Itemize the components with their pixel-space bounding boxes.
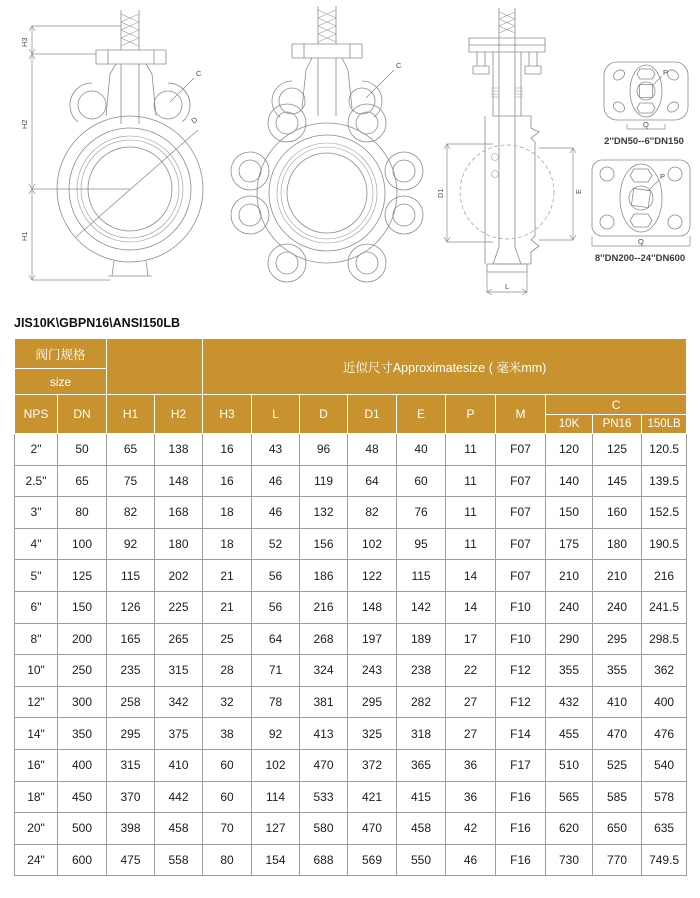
dimension-q-label: Q (638, 237, 644, 246)
table-cell: 28 (203, 655, 252, 687)
table-cell: 122 (348, 560, 397, 592)
table-cell: 186 (300, 560, 348, 592)
table-cell: 510 (546, 749, 593, 781)
table-cell: 115 (107, 560, 155, 592)
table-row (15, 591, 687, 623)
table-cell: 238 (397, 655, 446, 687)
table-row (15, 528, 687, 560)
valve-stem (318, 6, 336, 44)
iso-pad-large-drawing (586, 158, 696, 252)
table-cell: 96 (300, 434, 348, 466)
table-cell: 413 (300, 718, 348, 750)
table-row (15, 465, 687, 497)
table-cell: 70 (203, 813, 252, 845)
table-cell: F16 (496, 781, 546, 813)
table-cell: 325 (348, 718, 397, 750)
dimension-d1-label: D1 (436, 188, 445, 198)
table-cell: 46 (252, 497, 300, 529)
iso-pad-small-drawing (597, 58, 695, 134)
table-cell: 578 (642, 781, 687, 813)
table-cell: 240 (593, 591, 642, 623)
table-cell: 115 (397, 560, 446, 592)
table-cell: 20" (15, 813, 58, 845)
table-cell: 210 (593, 560, 642, 592)
col-header-m: M (496, 395, 546, 434)
table-cell: 76 (397, 497, 446, 529)
table-cell: 730 (546, 844, 593, 876)
valve-neck (272, 58, 382, 117)
table-cell: 24" (15, 844, 58, 876)
table-cell: 189 (397, 623, 446, 655)
table-cell: F07 (496, 528, 546, 560)
table-cell: 119 (300, 465, 348, 497)
table-cell: 290 (546, 623, 593, 655)
dimension-p-label: P (663, 68, 669, 77)
table-cell: F10 (496, 623, 546, 655)
table-cell: 80 (203, 844, 252, 876)
table-cell: 138 (155, 434, 203, 466)
iso-mounting-pad (292, 44, 362, 70)
page-title: JIS10K\GBPN16\ANSI150LB (14, 316, 181, 330)
table-cell: 50 (58, 434, 107, 466)
table-cell: 11 (446, 465, 496, 497)
table-cell: 525 (593, 749, 642, 781)
table-cell: F16 (496, 844, 546, 876)
table-cell: 300 (58, 686, 107, 718)
table-cell: 139.5 (642, 465, 687, 497)
table-cell: 125 (593, 434, 642, 466)
center-boss (620, 164, 662, 232)
col-header-dn: DN (58, 395, 107, 434)
table-cell: 82 (107, 497, 155, 529)
table-cell: 27 (446, 686, 496, 718)
bottom-tab (108, 261, 152, 276)
table-cell: 500 (58, 813, 107, 845)
table-cell: 16 (203, 465, 252, 497)
table-cell: 216 (300, 591, 348, 623)
table-cell: 43 (252, 434, 300, 466)
col-header-d: D (300, 395, 348, 434)
table-cell: 458 (155, 813, 203, 845)
table-cell: 415 (397, 781, 446, 813)
table-cell: 46 (252, 465, 300, 497)
table-cell: 450 (58, 781, 107, 813)
dimension-l (487, 272, 527, 295)
table-cell: 470 (348, 813, 397, 845)
table-cell: 11 (446, 497, 496, 529)
table-cell: 6" (15, 591, 58, 623)
dimension-d1 (436, 144, 493, 242)
table-cell: 350 (58, 718, 107, 750)
table-cell: 175 (546, 528, 593, 560)
table-cell: F17 (496, 749, 546, 781)
table-cell: 318 (397, 718, 446, 750)
table-cell: F10 (496, 591, 546, 623)
table-cell: 10" (15, 655, 58, 687)
table-cell: 540 (642, 749, 687, 781)
table-cell: 770 (593, 844, 642, 876)
table-cell: 120.5 (642, 434, 687, 466)
header-size: size (15, 369, 107, 395)
table-cell: F12 (496, 686, 546, 718)
valve-stem (499, 8, 515, 247)
table-cell: 620 (546, 813, 593, 845)
table-cell: 470 (300, 749, 348, 781)
table-cell: F14 (496, 718, 546, 750)
table-cell: 315 (107, 749, 155, 781)
table-cell: 56 (252, 560, 300, 592)
table-cell: 18 (203, 528, 252, 560)
table-cell: 565 (546, 781, 593, 813)
dimension-p-label: P (660, 172, 666, 181)
header-valve-spec: 阀门规格 (15, 339, 107, 369)
table-cell: 14 (446, 560, 496, 592)
dimension-d-label: D (189, 115, 200, 126)
table-cell: 160 (593, 497, 642, 529)
table-cell: 240 (546, 591, 593, 623)
table-cell: 154 (252, 844, 300, 876)
iso-mounting-pad (469, 38, 545, 74)
table-cell: 550 (397, 844, 446, 876)
table-cell: 18 (203, 497, 252, 529)
dimension-q (592, 236, 690, 246)
dimension-h1-label: H1 (20, 231, 29, 241)
col-header-p: P (446, 395, 496, 434)
table-cell: 60 (203, 749, 252, 781)
wafer-valve-front-drawing (18, 4, 218, 300)
table-cell: 42 (446, 813, 496, 845)
pad-plate-outline (592, 160, 690, 236)
table-cell: F07 (496, 465, 546, 497)
table-cell: 225 (155, 591, 203, 623)
table-cell: F07 (496, 560, 546, 592)
table-cell: 36 (446, 749, 496, 781)
table-cell: 295 (107, 718, 155, 750)
table-cell: 150 (58, 591, 107, 623)
table-cell: 442 (155, 781, 203, 813)
iso-mounting-pad (96, 50, 166, 74)
valve-neck (70, 64, 190, 124)
table-cell: 156 (300, 528, 348, 560)
table-cell: 372 (348, 749, 397, 781)
table-cell: 398 (107, 813, 155, 845)
table-cell: 476 (642, 718, 687, 750)
table-cell: 455 (546, 718, 593, 750)
valve-stem (121, 10, 139, 50)
table-cell: 126 (107, 591, 155, 623)
table-cell: 315 (155, 655, 203, 687)
table-cell: 64 (348, 465, 397, 497)
dimension-p (652, 68, 668, 86)
table-cell: 52 (252, 528, 300, 560)
table-cell: 400 (58, 749, 107, 781)
table-cell: 100 (58, 528, 107, 560)
table-cell: 298.5 (642, 623, 687, 655)
corner-holes (612, 68, 681, 114)
valve-body-disc (257, 123, 397, 263)
table-row (15, 686, 687, 718)
size-range-caption-small: 2''DN50--6''DN150 (604, 136, 684, 147)
header-blank-cell (107, 339, 203, 395)
table-cell: 168 (155, 497, 203, 529)
table-row (15, 718, 687, 750)
table-cell: 92 (107, 528, 155, 560)
table-cell: 148 (155, 465, 203, 497)
table-cell: 56 (252, 591, 300, 623)
table-cell: 5" (15, 560, 58, 592)
table-row (15, 655, 687, 687)
table-cell: 180 (155, 528, 203, 560)
table-cell: 14 (446, 591, 496, 623)
table-cell: 243 (348, 655, 397, 687)
col-header-d1: D1 (348, 395, 397, 434)
col-header-c: C (546, 395, 687, 415)
dimension-q (627, 120, 665, 129)
table-cell: 635 (642, 813, 687, 845)
table-cell: 362 (642, 655, 687, 687)
table-cell: F07 (496, 497, 546, 529)
table-cell: 432 (546, 686, 593, 718)
table-cell: 580 (300, 813, 348, 845)
table-cell: 102 (348, 528, 397, 560)
table-cell: 11 (446, 528, 496, 560)
table-cell: 265 (155, 623, 203, 655)
table-cell: 36 (446, 781, 496, 813)
table-row (15, 560, 687, 592)
col-header-nps: NPS (15, 395, 58, 434)
table-cell: 2.5" (15, 465, 58, 497)
upper-body (491, 52, 523, 116)
table-cell: 475 (107, 844, 155, 876)
table-cell: 16 (203, 434, 252, 466)
table-cell: 458 (397, 813, 446, 845)
table-cell: 150 (546, 497, 593, 529)
table-cell: 421 (348, 781, 397, 813)
table-cell: 688 (300, 844, 348, 876)
table-cell: 48 (348, 434, 397, 466)
table-cell: 410 (593, 686, 642, 718)
table-cell: 71 (252, 655, 300, 687)
table-cell: 25 (203, 623, 252, 655)
table-cell: 365 (397, 749, 446, 781)
table-cell: 202 (155, 560, 203, 592)
table-cell: 197 (348, 623, 397, 655)
table-cell: 114 (252, 781, 300, 813)
dimension-c-label: C (396, 61, 402, 70)
col-header-10k: 10K (546, 415, 593, 434)
table-cell: 27 (446, 718, 496, 750)
table-cell: 75 (107, 465, 155, 497)
table-cell: 400 (642, 686, 687, 718)
col-header-h2: H2 (155, 395, 203, 434)
table-cell: 22 (446, 655, 496, 687)
dimension-c (366, 61, 402, 98)
table-cell: 569 (348, 844, 397, 876)
valve-side-section-drawing (435, 2, 590, 304)
table-cell: 216 (642, 560, 687, 592)
table-row (15, 813, 687, 845)
dimension-q-label: Q (643, 120, 649, 129)
table-row (15, 434, 687, 466)
table-cell: 375 (155, 718, 203, 750)
table-cell: 145 (593, 465, 642, 497)
table-cell: 16" (15, 749, 58, 781)
col-header-h1: H1 (107, 395, 155, 434)
body-section (485, 116, 539, 264)
table-cell: 64 (252, 623, 300, 655)
table-cell: F07 (496, 434, 546, 466)
table-cell: 8" (15, 623, 58, 655)
table-cell: 600 (58, 844, 107, 876)
table-cell: 12" (15, 686, 58, 718)
table-row (15, 749, 687, 781)
table-cell: 65 (107, 434, 155, 466)
table-cell: 749.5 (642, 844, 687, 876)
table-cell: 410 (155, 749, 203, 781)
dimension-h3-label: H3 (20, 37, 29, 47)
table-cell: F16 (496, 813, 546, 845)
table-cell: 250 (58, 655, 107, 687)
table-cell: 470 (593, 718, 642, 750)
table-cell: 38 (203, 718, 252, 750)
table-row (15, 781, 687, 813)
table-cell: 190.5 (642, 528, 687, 560)
table-cell: 127 (252, 813, 300, 845)
col-header-h3: H3 (203, 395, 252, 434)
table-cell: 102 (252, 749, 300, 781)
table-cell: 21 (203, 560, 252, 592)
table-cell: 32 (203, 686, 252, 718)
dimension-e-label: E (574, 188, 583, 194)
table-cell: 258 (107, 686, 155, 718)
table-cell: 65 (58, 465, 107, 497)
table-cell: 370 (107, 781, 155, 813)
bottom-cap (487, 247, 527, 272)
spec-table-body (15, 434, 687, 876)
table-cell: 295 (593, 623, 642, 655)
table-row (15, 497, 687, 529)
table-cell: 342 (155, 686, 203, 718)
table-cell: 80 (58, 497, 107, 529)
table-row (15, 844, 687, 876)
size-range-caption-large: 8''DN200--24''DN600 (594, 253, 686, 264)
table-cell: 60 (397, 465, 446, 497)
col-header-pn16: PN16 (593, 415, 642, 434)
dimension-h2-label: H2 (20, 119, 29, 129)
table-cell: 241.5 (642, 591, 687, 623)
pad-plate-outline (604, 62, 688, 120)
dimension-c (170, 69, 202, 102)
table-cell: 650 (593, 813, 642, 845)
table-cell: 78 (252, 686, 300, 718)
table-cell: 140 (546, 465, 593, 497)
col-header-150lb: 150LB (642, 415, 687, 434)
table-cell: 92 (252, 718, 300, 750)
table-cell: 533 (300, 781, 348, 813)
lug-ears (231, 104, 423, 282)
table-cell: 40 (397, 434, 446, 466)
table-cell: 11 (446, 434, 496, 466)
table-cell: 355 (546, 655, 593, 687)
table-cell: 148 (348, 591, 397, 623)
table-cell: 282 (397, 686, 446, 718)
spec-table (14, 338, 687, 876)
table-cell: 46 (446, 844, 496, 876)
table-cell: 142 (397, 591, 446, 623)
table-cell: 324 (300, 655, 348, 687)
table-row (15, 623, 687, 655)
table-cell: F12 (496, 655, 546, 687)
table-cell: 235 (107, 655, 155, 687)
dimension-c-label: C (196, 69, 202, 78)
table-cell: 132 (300, 497, 348, 529)
table-cell: 355 (593, 655, 642, 687)
lug-valve-front-drawing (222, 4, 434, 300)
table-cell: 60 (203, 781, 252, 813)
table-cell: 14" (15, 718, 58, 750)
header-approx-size: 近似尺寸Approximatesize ( 毫米mm) (203, 339, 687, 395)
table-cell: 210 (546, 560, 593, 592)
col-header-l: L (252, 395, 300, 434)
table-cell: 4" (15, 528, 58, 560)
table-cell: 558 (155, 844, 203, 876)
table-cell: 585 (593, 781, 642, 813)
table-cell: 95 (397, 528, 446, 560)
table-cell: 21 (203, 591, 252, 623)
table-cell: 125 (58, 560, 107, 592)
col-header-e: E (397, 395, 446, 434)
table-cell: 82 (348, 497, 397, 529)
corner-holes (600, 167, 682, 229)
table-cell: 18" (15, 781, 58, 813)
table-cell: 152.5 (642, 497, 687, 529)
table-cell: 120 (546, 434, 593, 466)
table-cell: 180 (593, 528, 642, 560)
table-cell: 17 (446, 623, 496, 655)
center-boss (630, 65, 662, 117)
dimension-l-label: L (505, 282, 510, 291)
table-cell: 2" (15, 434, 58, 466)
dimension-e (539, 148, 583, 240)
table-cell: 165 (107, 623, 155, 655)
table-cell: 295 (348, 686, 397, 718)
table-cell: 381 (300, 686, 348, 718)
table-cell: 3" (15, 497, 58, 529)
table-cell: 268 (300, 623, 348, 655)
table-cell: 200 (58, 623, 107, 655)
disc-outline (460, 145, 554, 239)
